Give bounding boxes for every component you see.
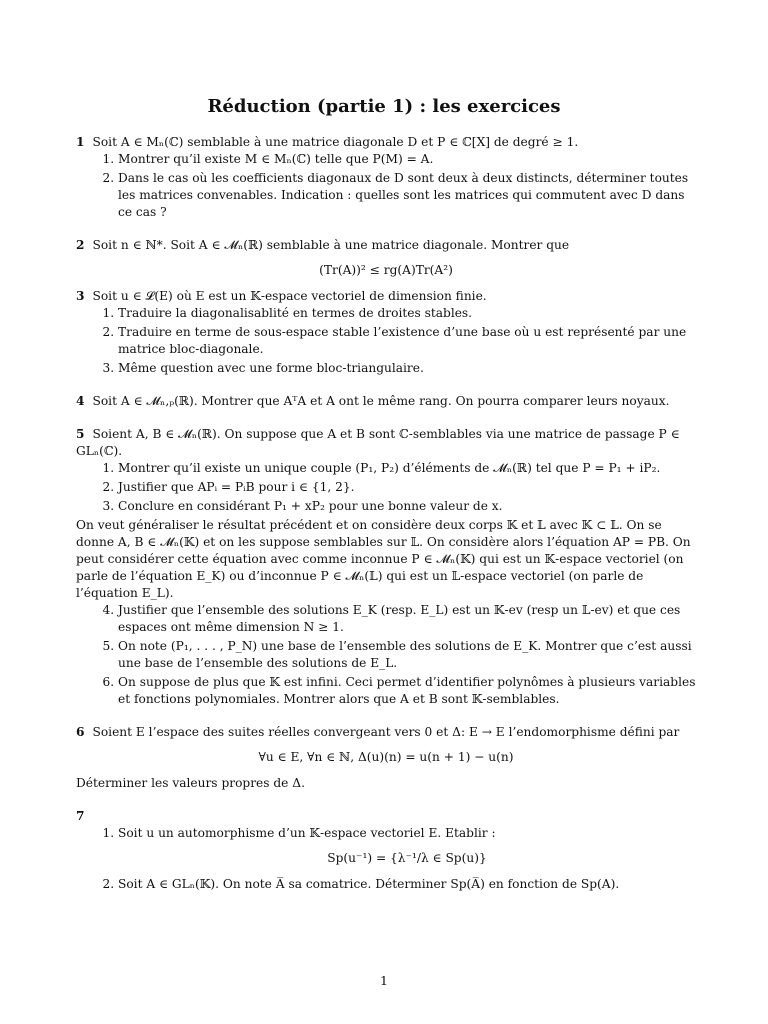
exercise-number: 2: [76, 238, 85, 252]
question-item: 5. On note (P₁, . . . , P_N) une base de l’ensemble des solutions de E_K. Montrer que c’est aussi une base de l’ensemble des solutions de E_L.: [118, 638, 696, 672]
question-item: 2. Soit A ∈ GLₙ(𝕂). On note A̅ sa comatrice. Déterminer Sp(A̅) en fonction de Sp(A).: [118, 876, 696, 893]
question-list: [76, 305, 696, 377]
exercise-statement: Soit n ∈ ℕ*. Soit A ∈ 𝓜ₙ(ℝ) semblable à une matrice diagonale. Montrer que: [92, 238, 570, 252]
exercise-statement: Soit u ∈ 𝓛(E) où E est un 𝕂-espace vectoriel de dimension finie.: [92, 289, 487, 303]
display-formula: ∀u ∈ E, ∀n ∈ ℕ, Δ(u)(n) = u(n + 1) − u(n): [258, 750, 514, 764]
exercise-2: [76, 237, 696, 279]
exercise-number: 1: [76, 135, 85, 149]
exercise-number: 7: [76, 809, 85, 823]
exercise-7: [76, 808, 696, 893]
question-list: [76, 602, 696, 708]
exercise-conclusion: Déterminer les valeurs propres de Δ.: [76, 776, 305, 790]
page-number: 1: [380, 973, 388, 988]
question-item: 2. Dans le cas où les coefficients diagonaux de D sont deux à deux distincts, déterminer toutes les matrices convenables. Indication : quelles sont les matrices qui commutent avec D dans ce cas ?: [118, 170, 696, 221]
exercise-1: [76, 134, 696, 221]
exercise-number: 6: [76, 725, 85, 739]
question-item: 1. Traduire la diagonalisablité en termes de droites stables.: [118, 305, 696, 322]
exercise-list: [76, 134, 696, 901]
exercise-statement: Soient A, B ∈ 𝓜ₙ(ℝ). On suppose que A et B sont ℂ-semblables via une matrice de passage P ∈ GLₙ(ℂ).: [76, 427, 680, 458]
exercise-4: [76, 393, 696, 410]
question-item: 2. Traduire en terme de sous-espace stable l’existence d’une base où u est représenté par une matrice bloc-diagonale.: [118, 324, 696, 358]
question-item: 1. Montrer qu’il existe un unique couple (P₁, P₂) d’éléments de 𝓜ₙ(ℝ) tel que P = P₁ + iP₂.: [118, 460, 696, 477]
question-item: 1. Soit u un automorphisme d’un 𝕂-espace vectoriel E. Etablir : Sp(u⁻¹) = {λ⁻¹/λ ∈ Sp(u)}: [118, 825, 696, 867]
question-list: [76, 825, 696, 893]
question-item: 1. Montrer qu’il existe M ∈ Mₙ(ℂ) telle que P(M) = A.: [118, 151, 696, 168]
question-item: 3. Même question avec une forme bloc-triangulaire.: [118, 360, 696, 377]
exercise-6: [76, 724, 696, 792]
question-item: 2. Justifier que APᵢ = PᵢB pour i ∈ {1, 2}.: [118, 479, 696, 496]
exercise-number: 4: [76, 394, 85, 408]
display-formula: Sp(u⁻¹) = {λ⁻¹/λ ∈ Sp(u)}: [327, 851, 487, 865]
display-formula: (Tr(A))² ≤ rg(A)Tr(A²): [319, 263, 453, 277]
exercise-paragraph: On veut généraliser le résultat précédent et on considère deux corps 𝕂 et 𝕃 avec 𝕂 ⊂ 𝕃. On se donne A, B ∈ 𝓜ₙ(𝕂) et on les suppose semblables sur 𝕃. On considère alors l’équation AP = PB. On peut considérer cette équation avec comme inconnue P ∈ 𝓜ₙ(𝕂) qui est un 𝕂-espace vectoriel (on parle de l’équation E_K) ou d’inconnue P ∈ 𝓜ₙ(𝕃) qui est un 𝕃-espace vectoriel (on parle de l’équation E_L).: [76, 518, 691, 600]
exercise-statement: Soit A ∈ 𝓜ₙ,ₚ(ℝ). Montrer que AᵀA et A ont le même rang. On pourra comparer leurs noyaux.: [92, 394, 670, 408]
question-item: 6. On suppose de plus que 𝕂 est infini. Ceci permet d’identifier polynômes à plusieurs variables et fonctions polynomiales. Montrer alors que A et B sont 𝕂-semblables.: [118, 674, 696, 708]
page-title: Réduction (partie 1) : les exercices: [207, 96, 561, 117]
exercise-number: 3: [76, 289, 85, 303]
exercise-5: [76, 426, 696, 708]
exercise-3: [76, 288, 696, 377]
question-list: [76, 460, 696, 515]
exercise-statement: Soient E l’espace des suites réelles convergeant vers 0 et Δ: E → E l’endomorphisme défini par: [92, 725, 680, 739]
question-list: [76, 151, 696, 221]
question-item: 3. Conclure en considérant P₁ + xP₂ pour une bonne valeur de x.: [118, 498, 696, 515]
exercise-statement: Soit A ∈ Mₙ(ℂ) semblable à une matrice diagonale D et P ∈ ℂ[X] de degré ≥ 1.: [92, 135, 579, 149]
question-item: 4. Justifier que l’ensemble des solutions E_K (resp. E_L) est un 𝕂-ev (resp un 𝕃-ev) et que ces espaces ont même dimension N ≥ 1.: [118, 602, 696, 636]
exercise-number: 5: [76, 427, 85, 441]
